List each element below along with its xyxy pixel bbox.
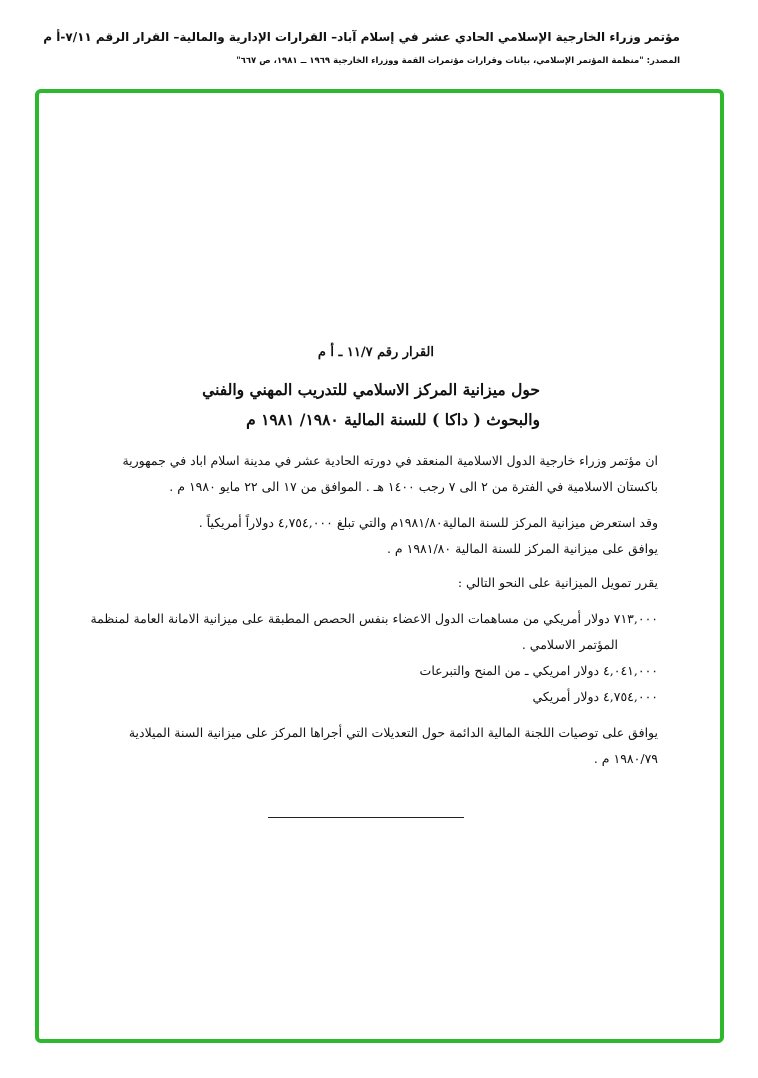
decides-line: يقرر تمويل الميزانية على النحو التالي : [457,575,658,590]
approves-line2: ١٩٨٠/٧٩ م . [593,751,658,766]
resolution-title-line2: والبحوث ( داكا ) للسنة المالية ١٩٨٠/ ١٩٨١ م [246,410,540,429]
end-divider-line [268,817,464,818]
approves-line1: يوافق على توصيات اللجنة المالية الدائمة حول التعديلات التي أجراها المركز على ميزانية السنة الميلادية [128,725,658,740]
funding-total: ٤,٧٥٤,٠٠٠ دولار أمريكي [532,689,658,704]
resolution-number: القرار رقم ١١/٧ ـ أ م [317,345,434,360]
document-frame [35,89,724,1043]
review-line1: وقد استعرض ميزانية المركز للسنة المالية١٩٨١/٨٠م والتي تبلغ ٤,٧٥٤,٠٠٠ دولاراً أمريكياً . [198,515,658,530]
review-line2: يوافق على ميزانية المركز للسنة المالية ١٩٨١/٨٠ م . [386,541,658,556]
funding-item2: ٤,٠٤١,٠٠٠ دولار امريكي ـ من المنح والتبرعات [419,663,658,678]
header-source: المصدر: "منظمة المؤتمر الإسلامي، بيانات وقرارات مؤتمرات القمة ووزراء الخارجية ١٩٦٩ ــ ١٩٨١، ص ٦٦٧" [236,56,680,66]
header-title: مؤتمر وزراء الخارجية الإسلامي الحادي عشر في إسلام آباد– القرارات الإدارية والمالية– القرار الرقم ٧/١١-أ م [43,30,680,44]
funding-item1-line1: ٧١٣,٠٠٠ دولار أمريكي من مساهمات الدول الاعضاء بنفس الحصص المطبقة على ميزانية الامانة العامة لمنظمة [90,611,658,626]
intro-line2: باكستان الاسلامية في الفترة من ٢ الى ٧ رجب ١٤٠٠ هـ . الموافق من ١٧ الى ٢٢ مايو ١٩٨٠ م . [169,479,658,494]
resolution-title-line1: حول ميزانية المركز الاسلامي للتدريب المهني والفني [202,380,540,399]
funding-item1-line2: المؤتمر الاسلامي . [521,637,618,652]
intro-line1: ان مؤتمر وزراء خارجية الدول الاسلامية المنعقد في دورته الحادية عشر في مدينة اسلام اباد في جمهورية [122,453,658,468]
